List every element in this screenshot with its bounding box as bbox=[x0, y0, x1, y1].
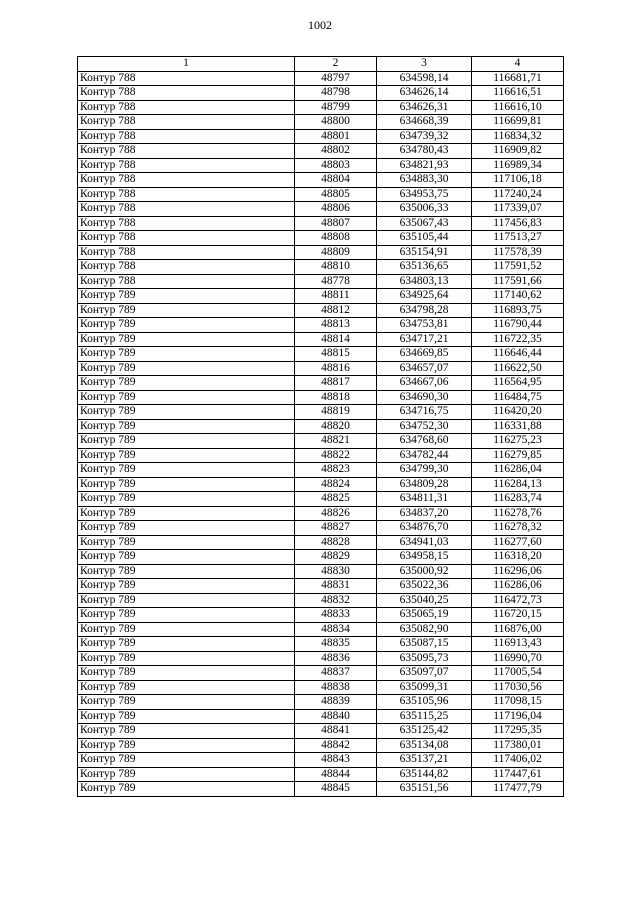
contour-name-cell: Контур 788 bbox=[78, 115, 295, 130]
contour-name-cell: Контур 788 bbox=[78, 100, 295, 115]
x-coordinate-cell: 634752,30 bbox=[377, 419, 472, 434]
contour-name-cell: Контур 789 bbox=[78, 477, 295, 492]
y-coordinate-cell: 116279,85 bbox=[472, 448, 564, 463]
table-row bbox=[78, 216, 564, 231]
point-number-cell: 48821 bbox=[295, 434, 377, 449]
x-coordinate-cell: 634958,15 bbox=[377, 550, 472, 565]
contour-name-cell: Контур 789 bbox=[78, 390, 295, 405]
table-row bbox=[78, 100, 564, 115]
point-number-cell: 48778 bbox=[295, 274, 377, 289]
y-coordinate-cell: 116790,44 bbox=[472, 318, 564, 333]
contour-name-cell: Контур 789 bbox=[78, 332, 295, 347]
column-header-3: 3 bbox=[377, 57, 472, 72]
y-coordinate-cell: 116616,10 bbox=[472, 100, 564, 115]
table-row bbox=[78, 289, 564, 304]
table-body bbox=[78, 71, 564, 796]
point-number-cell: 48835 bbox=[295, 637, 377, 652]
point-number-cell: 48799 bbox=[295, 100, 377, 115]
table-row bbox=[78, 593, 564, 608]
x-coordinate-cell: 634798,28 bbox=[377, 303, 472, 318]
table-row bbox=[78, 767, 564, 782]
x-coordinate-cell: 634953,75 bbox=[377, 187, 472, 202]
table-row bbox=[78, 115, 564, 130]
y-coordinate-cell: 116484,75 bbox=[472, 390, 564, 405]
point-number-cell: 48824 bbox=[295, 477, 377, 492]
y-coordinate-cell: 116278,76 bbox=[472, 506, 564, 521]
table-row bbox=[78, 535, 564, 550]
contour-name-cell: Контур 788 bbox=[78, 231, 295, 246]
column-header-4: 4 bbox=[472, 57, 564, 72]
x-coordinate-cell: 634626,31 bbox=[377, 100, 472, 115]
x-coordinate-cell: 634668,39 bbox=[377, 115, 472, 130]
x-coordinate-cell: 635144,82 bbox=[377, 767, 472, 782]
table-row bbox=[78, 521, 564, 536]
point-number-cell: 48800 bbox=[295, 115, 377, 130]
x-coordinate-cell: 634768,60 bbox=[377, 434, 472, 449]
x-coordinate-cell: 635137,21 bbox=[377, 753, 472, 768]
table-row bbox=[78, 303, 564, 318]
x-coordinate-cell: 635006,33 bbox=[377, 202, 472, 217]
table-header bbox=[78, 57, 564, 72]
y-coordinate-cell: 117295,35 bbox=[472, 724, 564, 739]
table-row bbox=[78, 666, 564, 681]
y-coordinate-cell: 117140,62 bbox=[472, 289, 564, 304]
y-coordinate-cell: 116681,71 bbox=[472, 71, 564, 86]
x-coordinate-cell: 634811,31 bbox=[377, 492, 472, 507]
x-coordinate-cell: 635105,96 bbox=[377, 695, 472, 710]
point-number-cell: 48828 bbox=[295, 535, 377, 550]
x-coordinate-cell: 634883,30 bbox=[377, 173, 472, 188]
table-row bbox=[78, 144, 564, 159]
table-row bbox=[78, 158, 564, 173]
table-row bbox=[78, 724, 564, 739]
table-row bbox=[78, 738, 564, 753]
y-coordinate-cell: 117456,83 bbox=[472, 216, 564, 231]
point-number-cell: 48841 bbox=[295, 724, 377, 739]
y-coordinate-cell: 116331,88 bbox=[472, 419, 564, 434]
y-coordinate-cell: 116296,06 bbox=[472, 564, 564, 579]
y-coordinate-cell: 116286,04 bbox=[472, 463, 564, 478]
point-number-cell: 48832 bbox=[295, 593, 377, 608]
table-row bbox=[78, 419, 564, 434]
contour-name-cell: Контур 788 bbox=[78, 260, 295, 275]
table-row bbox=[78, 709, 564, 724]
x-coordinate-cell: 634716,75 bbox=[377, 405, 472, 420]
contour-name-cell: Контур 789 bbox=[78, 347, 295, 362]
contour-name-cell: Контур 789 bbox=[78, 419, 295, 434]
x-coordinate-cell: 635134,08 bbox=[377, 738, 472, 753]
coordinates-table bbox=[77, 56, 564, 797]
point-number-cell: 48842 bbox=[295, 738, 377, 753]
y-coordinate-cell: 116284,13 bbox=[472, 477, 564, 492]
point-number-cell: 48825 bbox=[295, 492, 377, 507]
contour-name-cell: Контур 789 bbox=[78, 521, 295, 536]
x-coordinate-cell: 635125,42 bbox=[377, 724, 472, 739]
x-coordinate-cell: 634717,21 bbox=[377, 332, 472, 347]
point-number-cell: 48822 bbox=[295, 448, 377, 463]
table-row bbox=[78, 318, 564, 333]
x-coordinate-cell: 634809,28 bbox=[377, 477, 472, 492]
contour-name-cell: Контур 789 bbox=[78, 564, 295, 579]
point-number-cell: 48811 bbox=[295, 289, 377, 304]
y-coordinate-cell: 116990,70 bbox=[472, 651, 564, 666]
y-coordinate-cell: 116913,43 bbox=[472, 637, 564, 652]
y-coordinate-cell: 117380,01 bbox=[472, 738, 564, 753]
page-number: 1002 bbox=[308, 18, 332, 32]
table-row bbox=[78, 564, 564, 579]
header-row bbox=[78, 57, 564, 72]
point-number-cell: 48813 bbox=[295, 318, 377, 333]
point-number-cell: 48808 bbox=[295, 231, 377, 246]
table-row bbox=[78, 187, 564, 202]
point-number-cell: 48830 bbox=[295, 564, 377, 579]
y-coordinate-cell: 117406,02 bbox=[472, 753, 564, 768]
point-number-cell: 48804 bbox=[295, 173, 377, 188]
x-coordinate-cell: 635000,92 bbox=[377, 564, 472, 579]
point-number-cell: 48809 bbox=[295, 245, 377, 260]
table-row bbox=[78, 434, 564, 449]
contour-name-cell: Контур 788 bbox=[78, 245, 295, 260]
y-coordinate-cell: 117591,66 bbox=[472, 274, 564, 289]
table-row bbox=[78, 622, 564, 637]
contour-name-cell: Контур 789 bbox=[78, 724, 295, 739]
point-number-cell: 48838 bbox=[295, 680, 377, 695]
y-coordinate-cell: 116616,51 bbox=[472, 86, 564, 101]
contour-name-cell: Контур 789 bbox=[78, 550, 295, 565]
contour-name-cell: Контур 789 bbox=[78, 535, 295, 550]
table-row bbox=[78, 753, 564, 768]
contour-name-cell: Контур 788 bbox=[78, 274, 295, 289]
x-coordinate-cell: 634799,30 bbox=[377, 463, 472, 478]
point-number-cell: 48844 bbox=[295, 767, 377, 782]
y-coordinate-cell: 116646,44 bbox=[472, 347, 564, 362]
x-coordinate-cell: 635154,91 bbox=[377, 245, 472, 260]
x-coordinate-cell: 634803,13 bbox=[377, 274, 472, 289]
point-number-cell: 48845 bbox=[295, 782, 377, 797]
table-row bbox=[78, 695, 564, 710]
y-coordinate-cell: 117513,27 bbox=[472, 231, 564, 246]
table-row bbox=[78, 448, 564, 463]
point-number-cell: 48833 bbox=[295, 608, 377, 623]
point-number-cell: 48843 bbox=[295, 753, 377, 768]
table-row bbox=[78, 463, 564, 478]
table-row bbox=[78, 202, 564, 217]
point-number-cell: 48819 bbox=[295, 405, 377, 420]
y-coordinate-cell: 117339,07 bbox=[472, 202, 564, 217]
point-number-cell: 48840 bbox=[295, 709, 377, 724]
y-coordinate-cell: 116283,74 bbox=[472, 492, 564, 507]
point-number-cell: 48834 bbox=[295, 622, 377, 637]
point-number-cell: 48805 bbox=[295, 187, 377, 202]
contour-name-cell: Контур 789 bbox=[78, 506, 295, 521]
contour-name-cell: Контур 789 bbox=[78, 666, 295, 681]
table-row bbox=[78, 637, 564, 652]
table-row bbox=[78, 260, 564, 275]
x-coordinate-cell: 635136,65 bbox=[377, 260, 472, 275]
y-coordinate-cell: 117578,39 bbox=[472, 245, 564, 260]
x-coordinate-cell: 634690,30 bbox=[377, 390, 472, 405]
contour-name-cell: Контур 789 bbox=[78, 608, 295, 623]
point-number-cell: 48836 bbox=[295, 651, 377, 666]
x-coordinate-cell: 634941,03 bbox=[377, 535, 472, 550]
point-number-cell: 48797 bbox=[295, 71, 377, 86]
contour-name-cell: Контур 789 bbox=[78, 303, 295, 318]
table-row bbox=[78, 651, 564, 666]
contour-name-cell: Контур 789 bbox=[78, 753, 295, 768]
x-coordinate-cell: 634669,85 bbox=[377, 347, 472, 362]
x-coordinate-cell: 635105,44 bbox=[377, 231, 472, 246]
point-number-cell: 48815 bbox=[295, 347, 377, 362]
contour-name-cell: Контур 788 bbox=[78, 187, 295, 202]
point-number-cell: 48807 bbox=[295, 216, 377, 231]
x-coordinate-cell: 634753,81 bbox=[377, 318, 472, 333]
contour-name-cell: Контур 789 bbox=[78, 738, 295, 753]
point-number-cell: 48816 bbox=[295, 361, 377, 376]
x-coordinate-cell: 635065,19 bbox=[377, 608, 472, 623]
table-row bbox=[78, 274, 564, 289]
contour-name-cell: Контур 789 bbox=[78, 709, 295, 724]
x-coordinate-cell: 634821,93 bbox=[377, 158, 472, 173]
contour-name-cell: Контур 789 bbox=[78, 492, 295, 507]
x-coordinate-cell: 634837,20 bbox=[377, 506, 472, 521]
table-row bbox=[78, 347, 564, 362]
point-number-cell: 48829 bbox=[295, 550, 377, 565]
point-number-cell: 48839 bbox=[295, 695, 377, 710]
point-number-cell: 48798 bbox=[295, 86, 377, 101]
contour-name-cell: Контур 789 bbox=[78, 361, 295, 376]
contour-name-cell: Контур 789 bbox=[78, 622, 295, 637]
y-coordinate-cell: 117240,24 bbox=[472, 187, 564, 202]
y-coordinate-cell: 117106,18 bbox=[472, 173, 564, 188]
point-number-cell: 48831 bbox=[295, 579, 377, 594]
point-number-cell: 48826 bbox=[295, 506, 377, 521]
x-coordinate-cell: 634739,32 bbox=[377, 129, 472, 144]
y-coordinate-cell: 117196,04 bbox=[472, 709, 564, 724]
y-coordinate-cell: 116876,00 bbox=[472, 622, 564, 637]
point-number-cell: 48806 bbox=[295, 202, 377, 217]
table-row bbox=[78, 550, 564, 565]
x-coordinate-cell: 634598,14 bbox=[377, 71, 472, 86]
contour-name-cell: Контур 788 bbox=[78, 173, 295, 188]
column-header-1: 1 bbox=[78, 57, 295, 72]
y-coordinate-cell: 116989,34 bbox=[472, 158, 564, 173]
contour-name-cell: Контур 789 bbox=[78, 651, 295, 666]
contour-name-cell: Контур 788 bbox=[78, 202, 295, 217]
contour-name-cell: Контур 789 bbox=[78, 463, 295, 478]
y-coordinate-cell: 117098,15 bbox=[472, 695, 564, 710]
y-coordinate-cell: 117477,79 bbox=[472, 782, 564, 797]
point-number-cell: 48801 bbox=[295, 129, 377, 144]
contour-name-cell: Контур 789 bbox=[78, 637, 295, 652]
contour-name-cell: Контур 788 bbox=[78, 129, 295, 144]
contour-name-cell: Контур 789 bbox=[78, 593, 295, 608]
contour-name-cell: Контур 789 bbox=[78, 767, 295, 782]
x-coordinate-cell: 634626,14 bbox=[377, 86, 472, 101]
table-row bbox=[78, 231, 564, 246]
y-coordinate-cell: 116699,81 bbox=[472, 115, 564, 130]
y-coordinate-cell: 116893,75 bbox=[472, 303, 564, 318]
table-row bbox=[78, 405, 564, 420]
table-row bbox=[78, 245, 564, 260]
x-coordinate-cell: 634657,07 bbox=[377, 361, 472, 376]
y-coordinate-cell: 116286,06 bbox=[472, 579, 564, 594]
y-coordinate-cell: 117005,54 bbox=[472, 666, 564, 681]
contour-name-cell: Контур 789 bbox=[78, 405, 295, 420]
table-row bbox=[78, 579, 564, 594]
contour-name-cell: Контур 788 bbox=[78, 86, 295, 101]
x-coordinate-cell: 635067,43 bbox=[377, 216, 472, 231]
table-row bbox=[78, 492, 564, 507]
x-coordinate-cell: 635087,15 bbox=[377, 637, 472, 652]
point-number-cell: 48837 bbox=[295, 666, 377, 681]
table-row bbox=[78, 86, 564, 101]
y-coordinate-cell: 116909,82 bbox=[472, 144, 564, 159]
contour-name-cell: Контур 789 bbox=[78, 680, 295, 695]
point-number-cell: 48823 bbox=[295, 463, 377, 478]
y-coordinate-cell: 116318,20 bbox=[472, 550, 564, 565]
contour-name-cell: Контур 789 bbox=[78, 376, 295, 391]
point-number-cell: 48820 bbox=[295, 419, 377, 434]
x-coordinate-cell: 635097,07 bbox=[377, 666, 472, 681]
y-coordinate-cell: 116622,50 bbox=[472, 361, 564, 376]
table-row bbox=[78, 680, 564, 695]
point-number-cell: 48810 bbox=[295, 260, 377, 275]
table-row bbox=[78, 477, 564, 492]
column-header-2: 2 bbox=[295, 57, 377, 72]
x-coordinate-cell: 635099,31 bbox=[377, 680, 472, 695]
contour-name-cell: Контур 789 bbox=[78, 782, 295, 797]
y-coordinate-cell: 116720,15 bbox=[472, 608, 564, 623]
contour-name-cell: Контур 788 bbox=[78, 144, 295, 159]
x-coordinate-cell: 635022,36 bbox=[377, 579, 472, 594]
y-coordinate-cell: 116275,23 bbox=[472, 434, 564, 449]
table-row bbox=[78, 332, 564, 347]
contour-name-cell: Контур 788 bbox=[78, 216, 295, 231]
y-coordinate-cell: 116420,20 bbox=[472, 405, 564, 420]
y-coordinate-cell: 116564,95 bbox=[472, 376, 564, 391]
contour-name-cell: Контур 788 bbox=[78, 158, 295, 173]
contour-name-cell: Контур 789 bbox=[78, 289, 295, 304]
x-coordinate-cell: 634782,44 bbox=[377, 448, 472, 463]
x-coordinate-cell: 635095,73 bbox=[377, 651, 472, 666]
y-coordinate-cell: 117447,61 bbox=[472, 767, 564, 782]
x-coordinate-cell: 635151,56 bbox=[377, 782, 472, 797]
table-row bbox=[78, 71, 564, 86]
contour-name-cell: Контур 789 bbox=[78, 448, 295, 463]
table-row bbox=[78, 390, 564, 405]
x-coordinate-cell: 635040,25 bbox=[377, 593, 472, 608]
contour-name-cell: Контур 789 bbox=[78, 579, 295, 594]
point-number-cell: 48818 bbox=[295, 390, 377, 405]
y-coordinate-cell: 117030,56 bbox=[472, 680, 564, 695]
contour-name-cell: Контур 788 bbox=[78, 71, 295, 86]
y-coordinate-cell: 116278,32 bbox=[472, 521, 564, 536]
point-number-cell: 48812 bbox=[295, 303, 377, 318]
point-number-cell: 48827 bbox=[295, 521, 377, 536]
y-coordinate-cell: 116277,60 bbox=[472, 535, 564, 550]
x-coordinate-cell: 634876,70 bbox=[377, 521, 472, 536]
table-row bbox=[78, 506, 564, 521]
y-coordinate-cell: 116834,32 bbox=[472, 129, 564, 144]
point-number-cell: 48817 bbox=[295, 376, 377, 391]
point-number-cell: 48802 bbox=[295, 144, 377, 159]
table-row bbox=[78, 376, 564, 391]
contour-name-cell: Контур 789 bbox=[78, 434, 295, 449]
x-coordinate-cell: 634925,64 bbox=[377, 289, 472, 304]
y-coordinate-cell: 116472,73 bbox=[472, 593, 564, 608]
x-coordinate-cell: 635082,90 bbox=[377, 622, 472, 637]
table-row bbox=[78, 129, 564, 144]
y-coordinate-cell: 117591,52 bbox=[472, 260, 564, 275]
contour-name-cell: Контур 789 bbox=[78, 318, 295, 333]
table-row bbox=[78, 173, 564, 188]
table-row bbox=[78, 361, 564, 376]
x-coordinate-cell: 635115,25 bbox=[377, 709, 472, 724]
table-row bbox=[78, 608, 564, 623]
table-row bbox=[78, 782, 564, 797]
point-number-cell: 48814 bbox=[295, 332, 377, 347]
x-coordinate-cell: 634667,06 bbox=[377, 376, 472, 391]
point-number-cell: 48803 bbox=[295, 158, 377, 173]
x-coordinate-cell: 634780,43 bbox=[377, 144, 472, 159]
contour-name-cell: Контур 789 bbox=[78, 695, 295, 710]
y-coordinate-cell: 116722,35 bbox=[472, 332, 564, 347]
